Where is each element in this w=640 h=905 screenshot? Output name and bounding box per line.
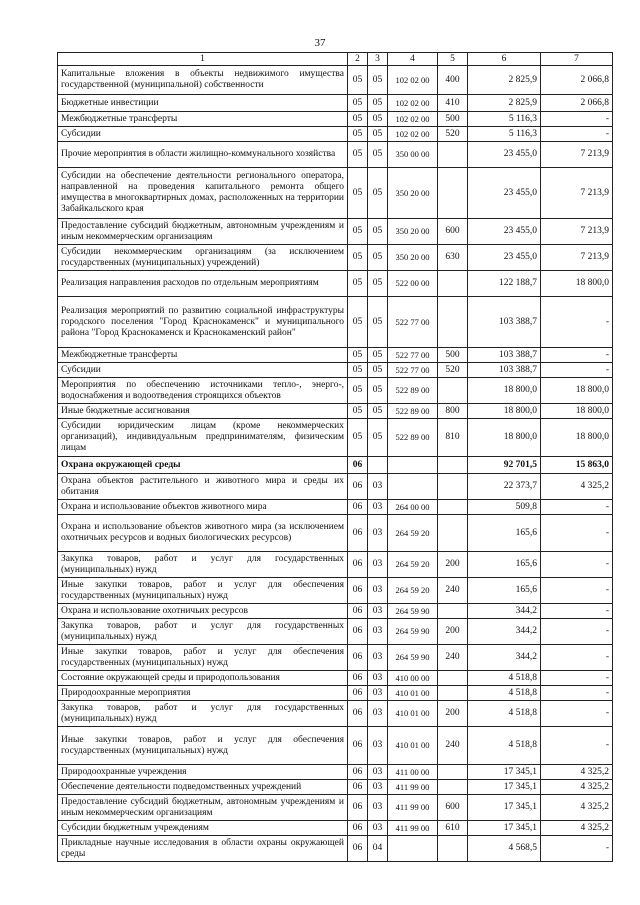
amount-year-1-cell: 122 188,7	[468, 271, 541, 297]
amount-year-1-cell: 165,6	[468, 515, 541, 552]
amount-year-2-cell: -	[541, 297, 613, 348]
section-code-cell: 06	[348, 836, 368, 862]
row-name-cell: Субсидии на обеспечение деятельности регионального оператора, направленной на проведения капитального ремонта общего имущества в многоквартирных домах, расположенных на территории Забайкальского края	[58, 168, 348, 219]
amount-year-1-cell: 344,2	[468, 645, 541, 671]
row-name-cell: Капитальные вложения в объекты недвижимого имущества государственной (муниципальной) собственности	[58, 66, 348, 95]
col-header-4: 4	[388, 53, 438, 66]
amount-year-2-cell: -	[541, 500, 613, 515]
row-name-cell: Предоставление субсидий бюджетным, автономным учреждениям и иным некоммерческим организациям	[58, 795, 348, 821]
expense-type-cell	[438, 500, 468, 515]
amount-year-1-cell: 344,2	[468, 604, 541, 619]
section-code-cell: 06	[348, 457, 368, 474]
amount-year-2-cell: 4 325,2	[541, 474, 613, 500]
subsection-code-cell: 03	[368, 795, 388, 821]
section-code-cell: 06	[348, 765, 368, 780]
row-name-cell: Иные бюджетные ассигнования	[58, 404, 348, 419]
target-code-cell	[388, 474, 438, 500]
budget-table	[57, 52, 613, 862]
table-body	[58, 66, 613, 862]
amount-year-2-cell: 18 800,0	[541, 419, 613, 457]
amount-year-1-cell: 103 388,7	[468, 297, 541, 348]
subsection-code-cell: 03	[368, 671, 388, 686]
target-code-cell: 411 99 00	[388, 780, 438, 795]
expense-type-cell: 610	[438, 821, 468, 836]
subsection-code-cell: 05	[368, 142, 388, 168]
expense-type-cell	[438, 474, 468, 500]
amount-year-2-cell: 7 213,9	[541, 168, 613, 219]
section-code-cell: 05	[348, 245, 368, 271]
expense-type-cell: 810	[438, 419, 468, 457]
expense-type-cell: 600	[438, 219, 468, 245]
expense-type-cell: 200	[438, 552, 468, 578]
row-name-cell: Предоставление субсидий бюджетным, автономным учреждениям и иным некоммерческим организациям	[58, 219, 348, 245]
amount-year-2-cell: -	[541, 348, 613, 363]
amount-year-1-cell: 92 701,5	[468, 457, 541, 474]
amount-year-2-cell: -	[541, 515, 613, 552]
table-row	[58, 142, 613, 168]
table-row	[58, 378, 613, 404]
target-code-cell: 102 02 00	[388, 112, 438, 127]
expense-type-cell	[438, 686, 468, 701]
row-name-cell: Субсидии бюджетным учреждениям	[58, 821, 348, 836]
expense-type-cell: 500	[438, 112, 468, 127]
amount-year-2-cell: -	[541, 127, 613, 142]
amount-year-2-cell: 18 800,0	[541, 404, 613, 419]
expense-type-cell: 400	[438, 66, 468, 95]
section-code-cell: 06	[348, 619, 368, 645]
expense-type-cell: 200	[438, 701, 468, 727]
table-row	[58, 419, 613, 457]
expense-type-cell: 240	[438, 578, 468, 604]
col-header-6: 6	[468, 53, 541, 66]
target-code-cell: 350 20 00	[388, 245, 438, 271]
target-code-cell: 350 20 00	[388, 168, 438, 219]
subsection-code-cell: 03	[368, 474, 388, 500]
row-name-cell: Реализация мероприятий по развитию социальной инфраструктуры городского поселения "Город Краснокаменск" и муниципального района "Город Краснокаменск и Краснокаменский район"	[58, 297, 348, 348]
subsection-code-cell: 05	[368, 95, 388, 112]
target-code-cell: 102 02 00	[388, 95, 438, 112]
amount-year-2-cell: 7 213,9	[541, 245, 613, 271]
section-code-cell: 06	[348, 515, 368, 552]
subsection-code-cell: 05	[368, 168, 388, 219]
table-row	[58, 701, 613, 727]
table-row	[58, 363, 613, 378]
amount-year-2-cell: -	[541, 671, 613, 686]
subsection-code-cell: 04	[368, 836, 388, 862]
amount-year-2-cell: 7 213,9	[541, 142, 613, 168]
table-row	[58, 271, 613, 297]
expense-type-cell: 240	[438, 645, 468, 671]
table-row	[58, 127, 613, 142]
section-code-cell: 05	[348, 142, 368, 168]
target-code-cell: 102 02 00	[388, 66, 438, 95]
subsection-code-cell: 03	[368, 500, 388, 515]
row-name-cell: Бюджетные инвестиции	[58, 95, 348, 112]
table-row	[58, 474, 613, 500]
row-name-cell: Охрана окружающей среды	[58, 457, 348, 474]
section-code-cell: 05	[348, 219, 368, 245]
section-code-cell: 05	[348, 297, 368, 348]
row-name-cell: Субсидии	[58, 363, 348, 378]
section-code-cell: 05	[348, 271, 368, 297]
table-row	[58, 686, 613, 701]
subsection-code-cell: 05	[368, 348, 388, 363]
table-row	[58, 457, 613, 474]
amount-year-1-cell: 103 388,7	[468, 363, 541, 378]
target-code-cell: 522 77 00	[388, 363, 438, 378]
target-code-cell: 522 77 00	[388, 348, 438, 363]
table-row	[58, 727, 613, 765]
amount-year-1-cell: 4 568,5	[468, 836, 541, 862]
amount-year-1-cell: 23 455,0	[468, 245, 541, 271]
amount-year-1-cell: 5 116,3	[468, 127, 541, 142]
subsection-code-cell: 03	[368, 686, 388, 701]
expense-type-cell	[438, 142, 468, 168]
row-name-cell: Межбюджетные трансферты	[58, 348, 348, 363]
section-code-cell: 05	[348, 127, 368, 142]
expense-type-cell: 240	[438, 727, 468, 765]
amount-year-1-cell: 18 800,0	[468, 404, 541, 419]
amount-year-2-cell: 4 325,2	[541, 780, 613, 795]
row-name-cell: Прикладные научные исследования в области охраны окружающей среды	[58, 836, 348, 862]
section-code-cell: 05	[348, 112, 368, 127]
row-name-cell: Охрана объектов растительного и животного мира и среды их обитания	[58, 474, 348, 500]
section-code-cell: 05	[348, 363, 368, 378]
amount-year-2-cell: -	[541, 686, 613, 701]
amount-year-1-cell: 23 455,0	[468, 168, 541, 219]
target-code-cell: 410 00 00	[388, 671, 438, 686]
amount-year-2-cell: 18 800,0	[541, 378, 613, 404]
subsection-code-cell: 05	[368, 127, 388, 142]
expense-type-cell: 200	[438, 619, 468, 645]
expense-type-cell	[438, 765, 468, 780]
section-code-cell: 06	[348, 701, 368, 727]
col-header-3: 3	[368, 53, 388, 66]
expense-type-cell: 410	[438, 95, 468, 112]
table-row	[58, 780, 613, 795]
table-row	[58, 297, 613, 348]
table-row	[58, 821, 613, 836]
subsection-code-cell: 03	[368, 645, 388, 671]
table-row	[58, 66, 613, 95]
amount-year-1-cell: 4 518,8	[468, 727, 541, 765]
subsection-code-cell: 03	[368, 780, 388, 795]
expense-type-cell: 600	[438, 795, 468, 821]
table-row	[58, 645, 613, 671]
target-code-cell: 522 89 00	[388, 378, 438, 404]
amount-year-1-cell: 4 518,8	[468, 701, 541, 727]
target-code-cell: 264 59 90	[388, 604, 438, 619]
table-row	[58, 404, 613, 419]
row-name-cell: Реализация направления расходов по отдельным мероприятиям	[58, 271, 348, 297]
subsection-code-cell: 03	[368, 619, 388, 645]
section-code-cell: 06	[348, 671, 368, 686]
amount-year-2-cell: 4 325,2	[541, 821, 613, 836]
amount-year-2-cell: 2 066,8	[541, 95, 613, 112]
table-row	[58, 765, 613, 780]
expense-type-cell	[438, 671, 468, 686]
amount-year-2-cell: -	[541, 727, 613, 765]
amount-year-1-cell: 2 825,9	[468, 66, 541, 95]
table-row	[58, 578, 613, 604]
row-name-cell: Иные закупки товаров, работ и услуг для обеспечения государственных (муниципальных) нужд	[58, 645, 348, 671]
row-name-cell: Охрана и использование охотничьих ресурсов	[58, 604, 348, 619]
target-code-cell	[388, 457, 438, 474]
section-code-cell: 06	[348, 578, 368, 604]
section-code-cell: 06	[348, 727, 368, 765]
amount-year-2-cell: 18 800,0	[541, 271, 613, 297]
amount-year-1-cell: 18 800,0	[468, 419, 541, 457]
amount-year-2-cell: 4 325,2	[541, 765, 613, 780]
expense-type-cell	[438, 836, 468, 862]
table-row	[58, 95, 613, 112]
row-name-cell: Субсидии некоммерческим организациям (за исключением государственных (муниципальных) учреждений)	[58, 245, 348, 271]
section-code-cell: 05	[348, 404, 368, 419]
amount-year-2-cell: -	[541, 578, 613, 604]
row-name-cell: Природоохранные учреждения	[58, 765, 348, 780]
amount-year-1-cell: 103 388,7	[468, 348, 541, 363]
amount-year-2-cell: -	[541, 619, 613, 645]
col-header-7: 7	[541, 53, 613, 66]
target-code-cell: 102 02 00	[388, 127, 438, 142]
amount-year-1-cell: 4 518,8	[468, 686, 541, 701]
amount-year-2-cell: -	[541, 701, 613, 727]
amount-year-2-cell: -	[541, 645, 613, 671]
section-code-cell: 06	[348, 604, 368, 619]
amount-year-2-cell: 15 863,0	[541, 457, 613, 474]
expense-type-cell: 800	[438, 404, 468, 419]
target-code-cell: 264 00 00	[388, 500, 438, 515]
expense-type-cell	[438, 515, 468, 552]
amount-year-1-cell: 23 455,0	[468, 219, 541, 245]
amount-year-1-cell: 165,6	[468, 552, 541, 578]
amount-year-1-cell: 165,6	[468, 578, 541, 604]
subsection-code-cell: 05	[368, 419, 388, 457]
target-code-cell: 410 01 00	[388, 686, 438, 701]
amount-year-2-cell: 2 066,8	[541, 66, 613, 95]
amount-year-1-cell: 22 373,7	[468, 474, 541, 500]
page-number: 37	[314, 37, 326, 49]
section-code-cell: 05	[348, 168, 368, 219]
target-code-cell: 522 89 00	[388, 419, 438, 457]
table-row	[58, 671, 613, 686]
target-code-cell: 410 01 00	[388, 701, 438, 727]
table-row	[58, 836, 613, 862]
row-name-cell: Иные закупки товаров, работ и услуг для обеспечения государственных (муниципальных) нужд	[58, 727, 348, 765]
expense-type-cell	[438, 604, 468, 619]
expense-type-cell: 520	[438, 127, 468, 142]
subsection-code-cell	[368, 457, 388, 474]
amount-year-1-cell: 23 455,0	[468, 142, 541, 168]
target-code-cell: 264 59 90	[388, 645, 438, 671]
table-row	[58, 168, 613, 219]
section-code-cell: 05	[348, 419, 368, 457]
row-name-cell: Межбюджетные трансферты	[58, 112, 348, 127]
subsection-code-cell: 05	[368, 297, 388, 348]
amount-year-1-cell: 5 116,3	[468, 112, 541, 127]
row-name-cell: Обеспечение деятельности подведомственных учреждений	[58, 780, 348, 795]
section-code-cell: 06	[348, 821, 368, 836]
section-code-cell: 06	[348, 780, 368, 795]
row-name-cell: Природоохранные мероприятия	[58, 686, 348, 701]
subsection-code-cell: 05	[368, 245, 388, 271]
subsection-code-cell: 03	[368, 727, 388, 765]
table-header-row	[58, 53, 613, 66]
row-name-cell: Прочие мероприятия в области жилищно-коммунального хозяйства	[58, 142, 348, 168]
target-code-cell: 350 00 00	[388, 142, 438, 168]
target-code-cell: 522 77 00	[388, 297, 438, 348]
table-row	[58, 795, 613, 821]
amount-year-1-cell: 17 345,1	[468, 821, 541, 836]
section-code-cell: 06	[348, 500, 368, 515]
section-code-cell: 06	[348, 474, 368, 500]
col-header-5: 5	[438, 53, 468, 66]
subsection-code-cell: 03	[368, 821, 388, 836]
table-row	[58, 515, 613, 552]
row-name-cell: Закупка товаров, работ и услуг для государственных (муниципальных) нужд	[58, 552, 348, 578]
target-code-cell: 410 01 00	[388, 727, 438, 765]
expense-type-cell: 630	[438, 245, 468, 271]
amount-year-2-cell: 7 213,9	[541, 219, 613, 245]
table-row	[58, 348, 613, 363]
col-header-2: 2	[348, 53, 368, 66]
subsection-code-cell: 03	[368, 552, 388, 578]
subsection-code-cell: 03	[368, 578, 388, 604]
amount-year-1-cell: 2 825,9	[468, 95, 541, 112]
section-code-cell: 05	[348, 66, 368, 95]
expense-type-cell	[438, 168, 468, 219]
subsection-code-cell: 03	[368, 604, 388, 619]
row-name-cell: Субсидии	[58, 127, 348, 142]
amount-year-1-cell: 509,8	[468, 500, 541, 515]
subsection-code-cell: 05	[368, 112, 388, 127]
target-code-cell: 411 00 00	[388, 765, 438, 780]
expense-type-cell	[438, 297, 468, 348]
subsection-code-cell: 05	[368, 363, 388, 378]
amount-year-2-cell: -	[541, 112, 613, 127]
amount-year-1-cell: 344,2	[468, 619, 541, 645]
subsection-code-cell: 05	[368, 378, 388, 404]
section-code-cell: 05	[348, 95, 368, 112]
target-code-cell	[388, 836, 438, 862]
expense-type-cell: 500	[438, 348, 468, 363]
row-name-cell: Состояние окружающей среды и природопользования	[58, 671, 348, 686]
subsection-code-cell: 03	[368, 515, 388, 552]
subsection-code-cell: 05	[368, 219, 388, 245]
row-name-cell: Субсидии юридическим лицам (кроме некоммерческих организаций), индивидуальным предпринимателям, физическим лицам	[58, 419, 348, 457]
table-row	[58, 604, 613, 619]
row-name-cell: Закупка товаров, работ и услуг для государственных (муниципальных) нужд	[58, 701, 348, 727]
amount-year-2-cell: 4 325,2	[541, 795, 613, 821]
expense-type-cell	[438, 780, 468, 795]
expense-type-cell	[438, 271, 468, 297]
table-row	[58, 112, 613, 127]
subsection-code-cell: 05	[368, 271, 388, 297]
expense-type-cell	[438, 378, 468, 404]
target-code-cell: 264 59 20	[388, 552, 438, 578]
target-code-cell: 264 59 20	[388, 515, 438, 552]
table-row	[58, 619, 613, 645]
table-row	[58, 500, 613, 515]
target-code-cell: 350 20 00	[388, 219, 438, 245]
target-code-cell: 264 59 20	[388, 578, 438, 604]
amount-year-2-cell: -	[541, 836, 613, 862]
section-code-cell: 06	[348, 645, 368, 671]
target-code-cell: 522 00 00	[388, 271, 438, 297]
subsection-code-cell: 05	[368, 404, 388, 419]
row-name-cell: Иные закупки товаров, работ и услуг для обеспечения государственных (муниципальных) нужд	[58, 578, 348, 604]
section-code-cell: 05	[348, 348, 368, 363]
amount-year-2-cell: -	[541, 552, 613, 578]
amount-year-1-cell: 17 345,1	[468, 780, 541, 795]
amount-year-1-cell: 17 345,1	[468, 795, 541, 821]
table-row	[58, 552, 613, 578]
row-name-cell: Закупка товаров, работ и услуг для государственных (муниципальных) нужд	[58, 619, 348, 645]
section-code-cell: 06	[348, 686, 368, 701]
target-code-cell: 522 89 00	[388, 404, 438, 419]
target-code-cell: 264 59 90	[388, 619, 438, 645]
target-code-cell: 411 99 00	[388, 821, 438, 836]
amount-year-1-cell: 17 345,1	[468, 765, 541, 780]
amount-year-2-cell: -	[541, 604, 613, 619]
expense-type-cell: 520	[438, 363, 468, 378]
subsection-code-cell: 03	[368, 765, 388, 780]
section-code-cell: 06	[348, 552, 368, 578]
section-code-cell: 06	[348, 795, 368, 821]
amount-year-1-cell: 4 518,8	[468, 671, 541, 686]
section-code-cell: 05	[348, 378, 368, 404]
expense-type-cell	[438, 457, 468, 474]
row-name-cell: Мероприятия по обеспечению источниками тепло-, энерго-, водоснабжения и водоотведения строящихся объектов	[58, 378, 348, 404]
subsection-code-cell: 03	[368, 701, 388, 727]
col-header-1: 1	[58, 53, 348, 66]
target-code-cell: 411 99 00	[388, 795, 438, 821]
row-name-cell: Охрана и использование объектов животного мира	[58, 500, 348, 515]
amount-year-2-cell: -	[541, 363, 613, 378]
row-name-cell: Охрана и использование объектов животного мира (за исключением охотничьих ресурсов и водных биологических ресурсов)	[58, 515, 348, 552]
table-row	[58, 219, 613, 245]
amount-year-1-cell: 18 800,0	[468, 378, 541, 404]
table-row	[58, 245, 613, 271]
subsection-code-cell: 05	[368, 66, 388, 95]
